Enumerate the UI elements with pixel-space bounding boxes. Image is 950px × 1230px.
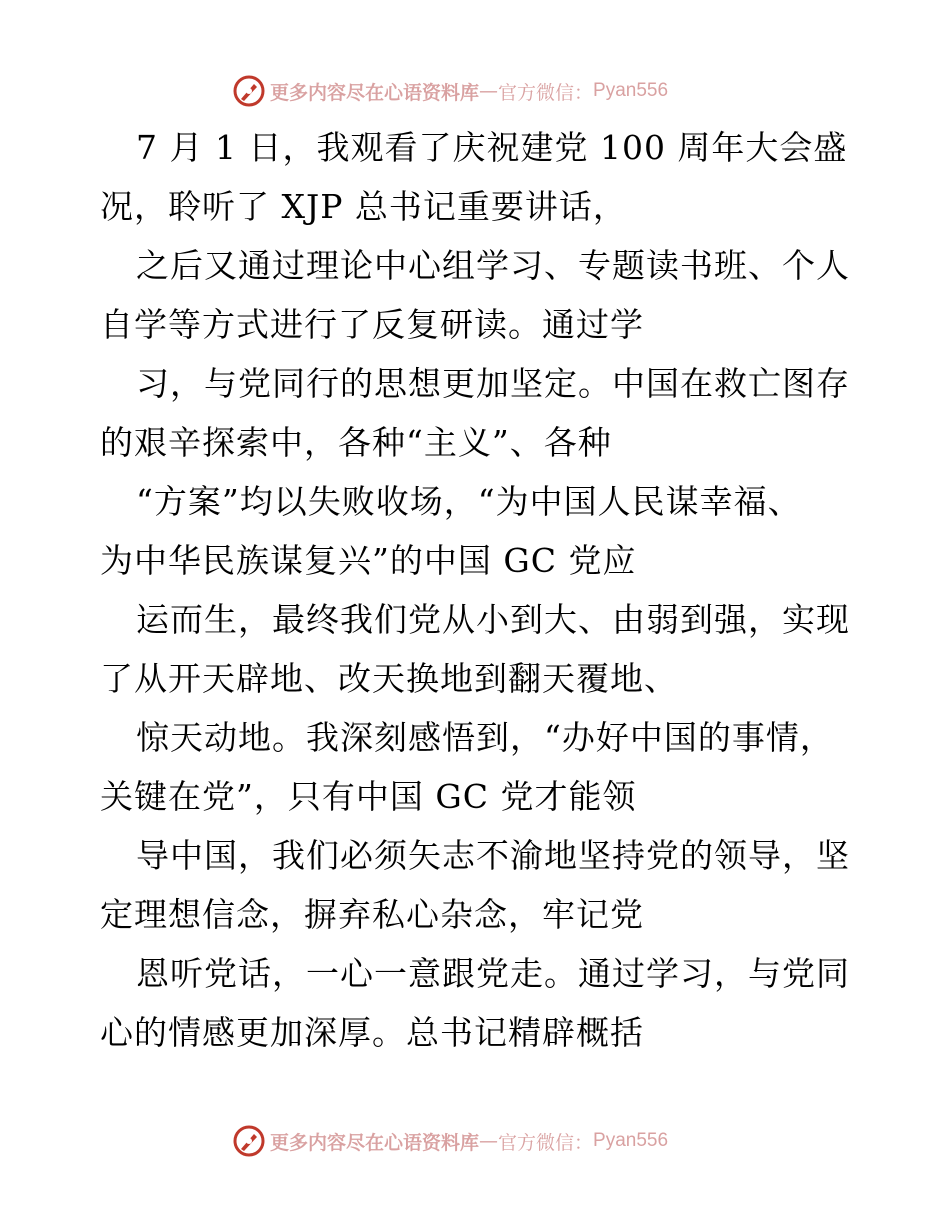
text-line: 惊天动地。我深刻感悟到，“办好中国的事情， [136,718,834,757]
text-line: 定理想信念，摒弃私心杂念，牢记党 [100,895,644,934]
text-line: 习，与党同行的思想更加坚定。中国在救亡图存 [136,364,850,403]
text-line: 之后又通过理论中心组学习、专题读书班、个人 [136,246,850,285]
footer-banner [232,1124,752,1158]
text-line: 的艰辛探索中，各种“主义”、各种 [100,423,612,462]
header-banner-title: 更多内容尽在心语资料库 [270,81,480,104]
footer-banner-dash: — [479,1130,499,1152]
header-banner-dash: — [479,80,499,102]
document-body [100,118,860,1062]
text-line: 心的情感更加深厚。总书记精辟概括 [100,1013,644,1052]
text-line: “方案”均以失败收场，“为中国人民谋幸福、 [136,482,802,521]
text-line: 7 月 1 日，我观看了庆祝建党 100 周年大会盛 [136,128,848,167]
text-line: 导中国，我们必须矢志不渝地坚持党的领导，坚 [136,836,850,875]
footer-banner-title: 更多内容尽在心语资料库 [270,1131,480,1154]
text-line: 运而生，最终我们党从小到大、由弱到强，实现 [136,600,850,639]
pen-logo-icon [232,1124,266,1158]
header-banner [232,74,752,108]
footer-wechat-label: 官方微信： [498,1131,594,1154]
text-line: 况，聆听了 XJP 总书记重要讲话， [100,187,627,226]
header-wechat-label: 官方微信： [498,81,594,104]
text-line: 恩听党话，一心一意跟党走。通过学习，与党同 [136,954,850,993]
header-wechat-id: Pyan556 [593,80,669,101]
text-line: 了从开天辟地、改天换地到翻天覆地、 [100,659,678,698]
pen-logo-icon [232,74,266,108]
text-line: 关键在党”，只有中国 GC 党才能领 [100,777,637,816]
text-line: 为中华民族谋复兴”的中国 GC 党应 [100,541,637,580]
text-line: 自学等方式进行了反复研读。通过学 [100,305,644,344]
footer-wechat-id: Pyan556 [593,1130,669,1151]
